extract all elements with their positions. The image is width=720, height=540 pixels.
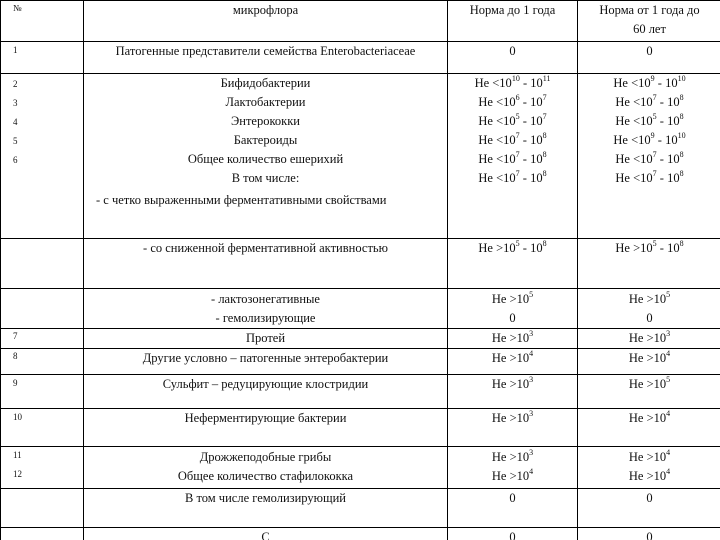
microflora-names <box>84 289 448 329</box>
row-number-empty <box>1 289 84 329</box>
norm-1-to-60: Не $>10^4$ <box>578 409 720 447</box>
row-number: 1 <box>1 42 84 74</box>
row-numbers <box>1 447 84 489</box>
header-norm-1-to-60-line-2: 60 лет <box>633 22 666 36</box>
microflora-name: В том числе: <box>231 171 300 185</box>
table-row-group <box>1 447 720 489</box>
microflora-name: Патогенные представители семейства Enterobacteriaceae <box>84 42 448 74</box>
norm-1-to-60: Не $>10^5$ <box>578 375 720 409</box>
norm-value: Не $<10^9 - 10^{10}$ <box>613 130 686 147</box>
norm-value: Не $<10^7 - 10^8$ <box>478 130 547 147</box>
row-number-empty <box>1 528 84 540</box>
norm-1-to-60: 0 <box>578 528 720 540</box>
row-number: 10 <box>1 409 84 447</box>
microflora-name: Сульфит – редуцирующие клостридии <box>84 375 448 409</box>
microflora-name: Общее количество стафилококка <box>177 469 354 483</box>
header-norm-under-1-year: Норма до 1 года <box>448 1 578 42</box>
table-row <box>1 42 720 74</box>
row-number: 7 <box>1 329 84 349</box>
table-header-row <box>1 1 720 42</box>
row-number: 9 <box>1 375 84 409</box>
row-number: 3 <box>13 98 18 108</box>
norm-under-1: 0 <box>448 42 578 74</box>
norm-1-to-60: 0 <box>578 42 720 74</box>
microflora-subline: - с четко выраженными ферментативными свойствами <box>96 193 387 207</box>
microflora-name: Лактобактерии <box>225 95 306 109</box>
norm-value: Не $<10^7 - 10^8$ <box>478 149 547 166</box>
table-row <box>1 329 720 349</box>
table-row-partial <box>1 528 720 540</box>
norm-under-1: Не $>10^3$ <box>448 409 578 447</box>
row-number: 11 <box>13 450 22 460</box>
microflora-name: Общее количество ешерихий <box>187 152 344 166</box>
norms-under-1 <box>448 74 578 239</box>
row-number: 4 <box>13 117 18 127</box>
microflora-name: Энтерококки <box>231 114 300 128</box>
header-microflora: микрофлора <box>84 1 448 42</box>
table-row <box>1 375 720 409</box>
row-numbers <box>1 74 84 239</box>
microflora-names <box>84 447 448 489</box>
microflora-name: Бифидобактерии <box>220 76 311 90</box>
row-number-empty <box>1 489 84 528</box>
microflora-name: - гемолизирующие <box>215 311 316 325</box>
norm-1-to-60: Не $>10^4$ <box>578 349 720 375</box>
microflora-name: Протей <box>84 329 448 349</box>
header-norm-1-to-60-line-1: Норма от 1 года до <box>599 3 700 17</box>
norm-value: Не $<10^5 - 10^7$ <box>478 111 547 128</box>
norm-under-1: Не $>10^3$ <box>448 375 578 409</box>
table-row <box>1 289 720 329</box>
norm-value: Не $<10^6 - 10^7$ <box>478 92 547 109</box>
header-number: № <box>1 1 84 42</box>
norm-value: Не $<10^7 - 10^8$ <box>615 149 684 166</box>
norm-1-to-60: Не $>10^5 - 10^8$ <box>578 239 720 289</box>
norm-value: Не $<10^7 - 10^8$ <box>615 92 684 109</box>
row-number: 12 <box>13 469 22 479</box>
norm-value: Не $<10^9 - 10^{10}$ <box>613 73 686 90</box>
norm-under-1: Не $>10^5 - 10^8$ <box>448 239 578 289</box>
microflora-name: Другие условно – патогенные энтеробактерии <box>84 349 448 375</box>
microflora-names <box>84 74 448 239</box>
norm-under-1: Не $>10^3$ <box>448 329 578 349</box>
table-row <box>1 239 720 289</box>
header-norm-1-to-60-years <box>578 1 720 42</box>
microflora-name: С <box>84 528 448 540</box>
norms-1-to-60: Не $>10^5$ 0 <box>578 289 720 329</box>
microflora-name: В том числе гемолизирующий <box>84 489 448 528</box>
microflora-name: Бактероиды <box>233 133 298 147</box>
table-row <box>1 349 720 375</box>
norm-under-1: Не $>10^4$ <box>448 349 578 375</box>
norm-value: Не $<10^{10} - 10^{11}$ <box>474 73 551 90</box>
row-number: 2 <box>13 79 18 89</box>
table-row <box>1 409 720 447</box>
norm-1-to-60: 0 <box>578 489 720 528</box>
microflora-name: - лактозонегативные <box>211 292 320 306</box>
norm-value: Не $<10^5 - 10^8$ <box>615 111 684 128</box>
norms-1-to-60 <box>578 74 720 239</box>
row-number-empty <box>1 239 84 289</box>
norm-value: Не $<10^7 - 10^8$ <box>615 168 684 185</box>
row-number: 5 <box>13 136 18 146</box>
norms-1-to-60: Не $>10^4$ Не $>10^4$ <box>578 447 720 489</box>
norms-under-1: Не $>10^3$ Не $>10^4$ <box>448 447 578 489</box>
norm-under-1: 0 <box>448 489 578 528</box>
microflora-name: Дрожжеподобные грибы <box>199 450 332 464</box>
norms-under-1: Не $>10^5$ 0 <box>448 289 578 329</box>
norm-value: Не $<10^7 - 10^8$ <box>478 168 547 185</box>
microflora-name: - со сниженной ферментативной активностью <box>84 239 448 289</box>
microflora-name: Неферментирующие бактерии <box>84 409 448 447</box>
table-row <box>1 489 720 528</box>
norm-under-1: 0 <box>448 528 578 540</box>
table-row-group <box>1 74 720 239</box>
row-number: 8 <box>1 349 84 375</box>
norm-1-to-60: Не $>10^3$ <box>578 329 720 349</box>
row-number: 6 <box>13 155 18 165</box>
